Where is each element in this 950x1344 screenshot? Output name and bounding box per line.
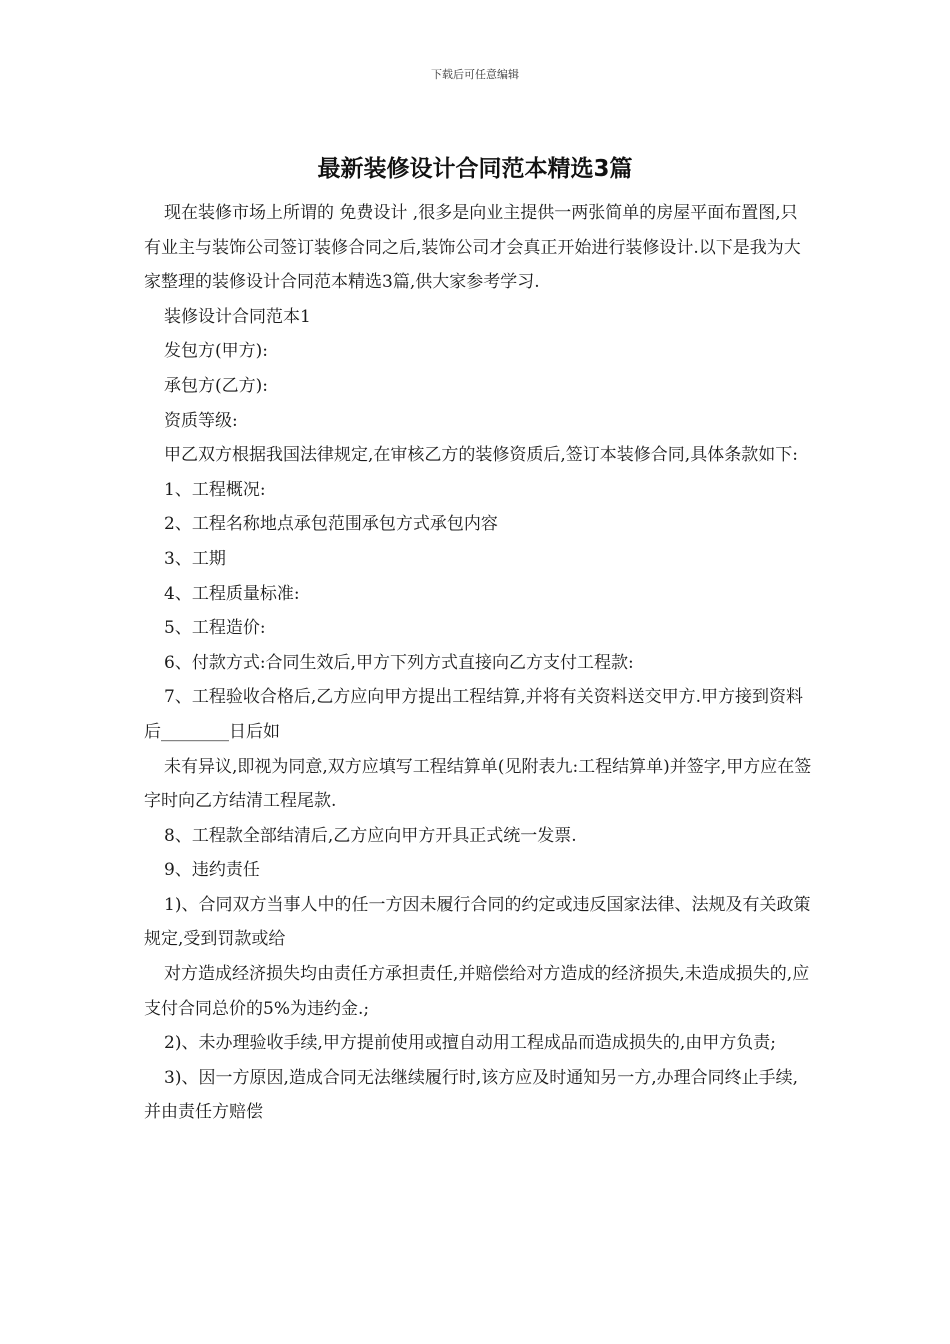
paragraph-clause-9: 9、违约责任 bbox=[164, 860, 260, 881]
paragraph-intro: 现在装修市场上所谓的 免费设计 ,很多是向业主提供一两张简单的房屋平面布置图,只有业主与装饰公司签订装修合同之后,装饰公司才会真正开始进行装修设计.以下是我为大家整理的装修设计合同范本精选3篇,供大家参考学习. bbox=[144, 203, 801, 293]
paragraph-section-heading: 装修设计合同范本1 bbox=[164, 306, 311, 327]
paragraph-clause-7: 7、工程验收合格后,乙方应向甲方提出工程结算,并将有关资料送交甲方.甲方接到资料后________日后如 bbox=[144, 687, 804, 742]
header-note: 下载后可任意编辑 bbox=[431, 68, 519, 81]
document-body bbox=[144, 196, 812, 1130]
paragraph-clause-2: 2、工程名称地点承包范围承包方式承包内容 bbox=[164, 514, 498, 535]
document-title: 最新装修设计合同范本精选3篇 bbox=[317, 156, 633, 182]
paragraph-clause-9-1: 1)、合同双方当事人中的任一方因未履行合同的约定或违反国家法律、法规及有关政策规定,受到罚款或给 bbox=[144, 894, 811, 950]
paragraph-clause-9-1-cont: 对方造成经济损失均由责任方承担责任,并赔偿给对方造成的经济损失,未造成损失的,应支付合同总价的5%为违约金.; bbox=[144, 964, 810, 1019]
paragraph-clause-9-3: 3)、因一方原因,造成合同无法继续履行时,该方应及时通知另一方,办理合同终止手续,并由责任方赔偿 bbox=[144, 1067, 799, 1123]
paragraph-clause-6: 6、付款方式:合同生效后,甲方下列方式直接向乙方支付工程款: bbox=[164, 652, 634, 673]
paragraph-qualification: 资质等级: bbox=[164, 410, 238, 431]
paragraph-clause-7-cont: 未有异议,即视为同意,双方应填写工程结算单(见附表九:工程结算单)并签字,甲方应在签字时向乙方结清工程尾款. bbox=[144, 756, 812, 812]
paragraph-clause-8: 8、工程款全部结清后,乙方应向甲方开具正式统一发票. bbox=[164, 825, 577, 846]
paragraph-clause-4: 4、工程质量标准: bbox=[164, 583, 300, 604]
paragraph-clause-3: 3、工期 bbox=[164, 548, 226, 569]
paragraph-clause-1: 1、工程概况: bbox=[164, 479, 266, 500]
paragraph-clause-9-2: 2)、未办理验收手续,甲方提前使用或擅自动用工程成品而造成损失的,由甲方负责; bbox=[164, 1033, 776, 1054]
paragraph-party-b: 承包方(乙方): bbox=[164, 375, 268, 396]
paragraph-party-a: 发包方(甲方): bbox=[164, 341, 268, 362]
paragraph-clause-5: 5、工程造价: bbox=[164, 618, 266, 639]
paragraph-preamble: 甲乙双方根据我国法律规定,在审核乙方的装修资质后,签订本装修合同,具体条款如下: bbox=[164, 445, 798, 466]
